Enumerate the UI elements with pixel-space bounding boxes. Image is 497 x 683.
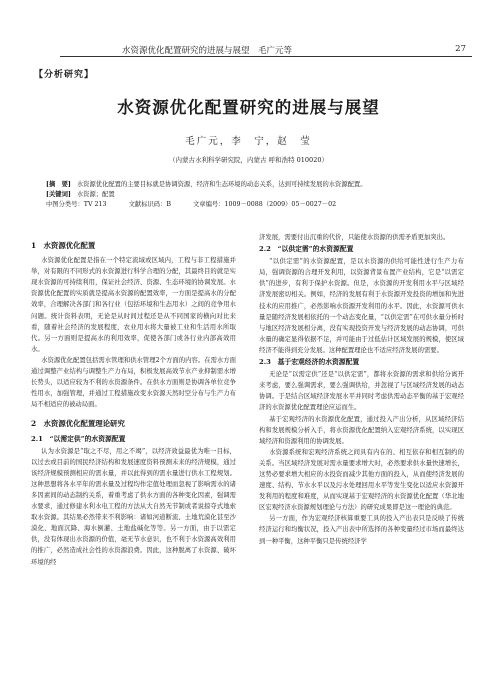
page-number: 27 [455,44,466,54]
subsection-heading-2-1: 2.1 “以需定供”的水资源配置 [31,434,126,443]
paragraph: 另一方面，作为宏观经济核算重要工具的投入产出表只是反映了传统经济运行和均衡状况，投入产出表中所选择的各种变量经过市场而最终达到一种平衡，这种平衡只是传统经济学 [259,515,464,545]
classification-row [46,200,466,210]
subsection-heading-2-2: 2.2 “以供定需”的水资源配置 [259,245,354,254]
section-tag: 【分析研究】 [34,70,95,80]
document-code: 文献标识码：B [128,201,171,208]
keywords-text: 水资源；配置 [76,191,115,198]
running-head-text: 水资源优化配置研究的进展与展望 毛广元等 [122,46,293,56]
section-heading-1: 1 水资源优化配置 [31,241,96,250]
keywords-label: [关键词] [46,191,71,198]
paragraph: 济发展，需要付出沉重的代价，只能使水资源的供需矛盾更加突出。 [259,234,450,241]
header-rule [60,56,472,57]
right-column [259,232,464,547]
abstract-label: [摘 要] [46,181,71,188]
authors: 毛广元，李 宁，赵 莹 [185,136,312,147]
left-column [31,232,236,568]
paragraph: 无论是“以需定供”还是“以供定需”，都将水资源的需求和供给分离开来考虑，要么强调需求，要么强调供给，并忽视了与区域经济发展的动态协调。于是结合区域经济发展水平并同时考虑供需动态平衡的基于宏观经济的水资源优化配置理论应运而生。 [259,371,464,412]
article-number: 文章编号：1009－0088（2009）05－0027－02 [192,201,337,208]
abstract-block [46,180,466,210]
abstract-text: 水资源优化配置的主要目标就是协调资源、经济和生态环境的动态关系，达到可持续发展的水资源配置。 [76,181,367,188]
subsection-heading-2-3: 2.3 基于宏观经济的水资源配置 [259,358,360,367]
article-title: 水资源优化配置研究的进展与展望 [117,98,380,117]
abstract-line [46,180,466,190]
paragraph: 水资源优化配置包括需水管理和供水管理2个方面的内容。在需水方面通过调整产业结构与调整生产力布局，积极发展高效节水产业抑制需水增长势头，以适应较为不利的水资源条件。在供水方面则是协调各单位竞争性用水，加强管理，并通过工程措施改变水资源天然时空分布与生产力布局不相适应的被动局面。 [31,356,236,409]
paragraph: 水资源系统和宏观经济系统之间具有内在的、相互依存和相互制约的关系。当区域经济发展对需水量要求增大时，必然要求供水量快速增长，这势必要求增大相应的水投资而减少其他方面的投入，从而使经济发展的速度、结构、节水水平以及污水处理回用水平等发生变化以适应水资源开发利用的程度和难度，从而实现基于宏观经济的水资源优化配置（华北地区宏观经济水资源规划理论与方法）的研究成果即是这一理论的典范。 [259,448,464,512]
section-heading-2: 2 水资源优化配置理论研究 [31,419,125,429]
paragraph: 水资源优化配置是指在一个特定流域或区域内，工程与非工程措施并举，对有限的不同形式的水资源进行科学合理的分配，其最终目的就是实现水资源的可持续利用，保证社会经济、资源、生态环境的协调发展。水资源优化配置的实质就是提高水资源的配置效率，一方面是提高水的分配效率，合理解决各部门和各行业（包括环境和生态用水）之间的竞争用水问题。统计资料表明，无论是从时间过程还是从不同国家的横向对比来看，随着社会经济的发展程度，农业用水将大量被工业和生活用水所取代。另一方面则是提高水的利用效率，促使各部门或各行业内部高效用水。 [31,257,236,353]
clc-number: 中图分类号：TV 213 [46,201,107,208]
paragraph: 基于宏观经济的水资源优化配置，通过投入产出分析，从区域经济结构和发展规模分析入手，将水资源优化配置纳入宏观经济系统，以实现区域经济和资源利用的协调发展。 [259,415,464,445]
paragraph: “以供定需”的水资源配置，是以水资源的供给可能性进行生产力布局，强调资源的合理开发利用，以资源背景布置产业结构，它是“以需定供”的进步，有利于保护水资源。但是，水资源的开发利用水平与区域经济发展密切相关。例如，经济的发展有利于水资源开发投资的增加和先进技术的应用推广，必然影响水资源开发利用的水平。因此，水资源可供水量是随经济发展相依托的一个动态变化量，“以供定需”在可供水量分析时与地区经济发展相分离，没有实现投资开发与经济发展的动态协调，可供水量的确定显得依据不足，并可能由于过低估计区域发展的规模，使区域经济不能得到充分发展。这种配置理论也不适应经济发展的需要。 [259,258,464,354]
keywords-line [46,190,466,200]
affiliation: （内蒙古水利科学研究院，内蒙古 呼和浩特 010020） [169,156,328,164]
paragraph: 认为水资源是“取之不尽，用之不竭”，以经济效益最优为唯一目标，以过去或目前的国民经济结构和发展速度资料预测未来的经济规模，通过该经济规模预测相应的需水量，并以此得到的需水量进行供水工程规划。这种思想将各水平年的需水量及过程均作定值处理而忽视了影响需水的诸多因素间的动态制约关系，着重考虑了供水方面的各种变化因素，强调需水要求，通过修建水利水电工程的方法从大自然无节制或者说掠夺式地索取水资源。其结果必然带来不利影响：诸如河道断流、土地荒漠化甚至沙漠化、地面沉降、海水倒灌、土地盐碱化等等。另一方面，由于以需定供，没有体现出水资源的价值，毫无节水意识，也不利于水资源高效利用的推广，必然造成社会性的水资源浪费。因此，这种脱离了水资源、破坏环境的经 [31,447,236,566]
